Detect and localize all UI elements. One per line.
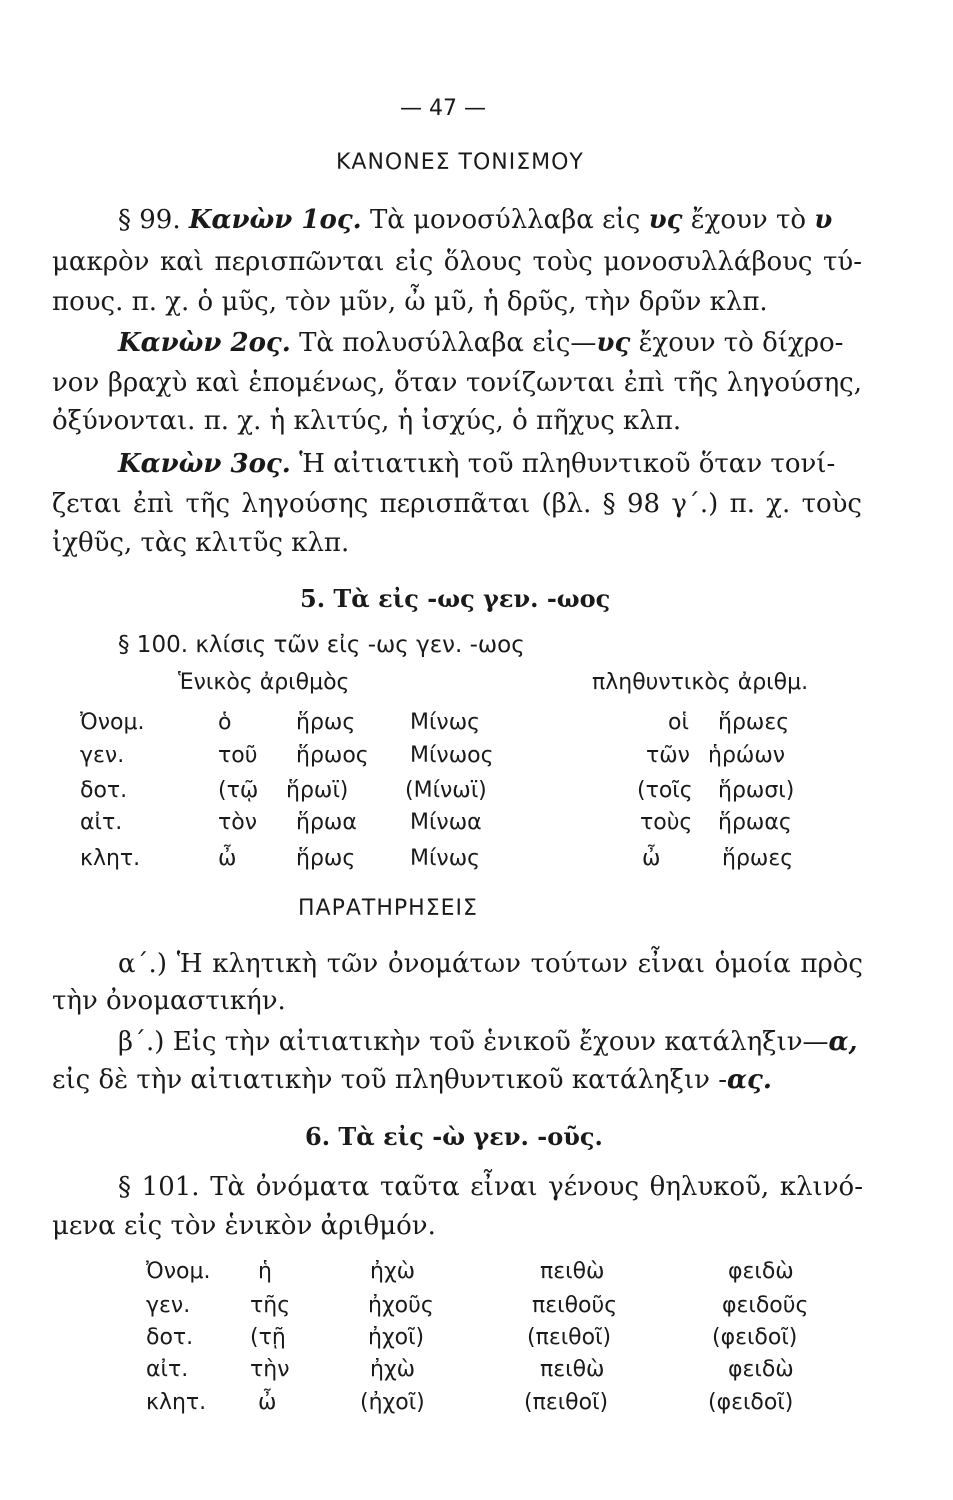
word-peitho: (πειθοῖ) <box>527 1325 612 1350</box>
rule2-line3: ὀξύνονται. π. χ. ἡ κλιτύς, ἡ ἰσχύς, ὁ πῆχυς κλπ. <box>52 406 682 436</box>
section-101-line2: μενα εἰς τὸν ἑνικὸν ἀριθμόν. <box>52 1211 436 1241</box>
remarks-heading: ΠΑΡΑΤΗΡΗΣΕΙΣ <box>298 896 478 921</box>
rule1-text-tail: ἔχουν τὸ <box>690 205 806 235</box>
rule1-label: Κανὼν 1ος. <box>188 205 362 235</box>
remark-b-ending: α, <box>828 1027 858 1057</box>
rule1-text: Τὰ μονοσύλλαβα εἰς <box>369 205 641 235</box>
word-heros: ἥρως <box>296 710 356 735</box>
plural-word: ἥρωας <box>718 810 792 835</box>
article: ὁ <box>218 710 232 735</box>
rule1-letter: υ <box>814 205 833 235</box>
word-feido: φειδοῦς <box>722 1293 809 1318</box>
article: ὦ <box>218 846 237 871</box>
word-peitho: πειθοῦς <box>532 1293 618 1318</box>
section-101-line1: § 101. Τὰ ὀνόματα ταῦτα εἶναι γένους θηλυκοῦ, κλινό- <box>118 1172 863 1202</box>
case-label: Ὀνομ. <box>146 1259 211 1284</box>
word-echo: ἠχὼ <box>370 1357 416 1382</box>
word-feido: φειδὼ <box>728 1357 794 1382</box>
section-99-label: § 99. <box>118 205 181 235</box>
plural-article: τῶν <box>646 743 690 768</box>
plural-word: ἡρώων <box>708 743 786 768</box>
subsection-5-heading: 5. Τὰ εἰς -ως γεν. -ωος <box>300 584 611 613</box>
rule1-line2: μακρὸν καὶ περισπῶνται εἰς ὅλους τοὺς μονοσυλλάβους τύ- <box>52 247 862 277</box>
rule2-ending: υς <box>596 328 631 358</box>
remark-b-ending2: ας. <box>727 1065 772 1095</box>
plural-article: οἱ <box>668 710 689 735</box>
rule2-line2: νον βραχὺ καὶ ἑπομένως, ὅταν τονίζωνται ἐπὶ τῆς ληγούσης, <box>52 368 862 398</box>
case-label: γεν. <box>80 743 125 768</box>
word-heros: ἥρωος <box>296 743 369 768</box>
remark-b-line2 <box>52 1063 772 1097</box>
word-minos: Μίνωος <box>410 743 494 768</box>
word-minos: (Μίνωϊ) <box>405 778 487 803</box>
article: τοῦ <box>218 743 258 768</box>
word-feido: φειδὼ <box>728 1259 794 1284</box>
rule3-text: Ἡ αἰτιατικὴ τοῦ πληθυντικοῦ ὅταν τονί- <box>299 449 836 479</box>
case-label: γεν. <box>146 1293 191 1318</box>
plural-word: ἥρωες <box>722 846 794 871</box>
plural-article: τοὺς <box>640 810 693 835</box>
rule1-line1 <box>118 203 832 237</box>
plural-article: ὦ <box>642 846 661 871</box>
rule2-line1 <box>118 326 843 360</box>
rule2-text: Τὰ πολυσύλλαβα εἰς— <box>299 328 597 358</box>
word-heros: ἥρως <box>296 846 356 871</box>
case-label: κλητ. <box>146 1390 207 1415</box>
word-echo: ἠχοῖ) <box>368 1325 425 1350</box>
article: ὦ <box>258 1390 277 1415</box>
plural-article: (τοῖς <box>637 778 693 803</box>
word-feido: (φειδοῖ) <box>708 1390 794 1415</box>
rule3-line2: ζεται ἐπὶ τῆς ληγούσης περισπᾶται (βλ. § 98 γ΄.) π. χ. τοὺς <box>52 489 862 519</box>
remark-b-text: β΄.) Εἰς τὴν αἰτιατικὴν τοῦ ἑνικοῦ ἔχουν κατάληξιν— <box>118 1027 829 1057</box>
singular-header: Ἑνικὸς ἀριθμὸς <box>178 670 350 695</box>
word-echo: ἠχὼ <box>370 1259 416 1284</box>
subsection-6-heading: 6. Τὰ εἰς -ὼ γεν. -οῦς. <box>305 1122 603 1151</box>
case-label: αἰτ. <box>80 810 123 835</box>
word-peitho: (πειθοῖ) <box>524 1390 609 1415</box>
page-number: — 47 — <box>400 96 486 121</box>
article: τὴν <box>250 1357 290 1382</box>
word-echo: ἠχοῦς <box>368 1293 434 1318</box>
word-heros: ἥρωϊ) <box>286 778 349 803</box>
word-echo: (ἠχοῖ) <box>360 1390 425 1415</box>
article: (τῇ <box>250 1325 286 1350</box>
article: (τῷ <box>218 778 259 803</box>
rule1-ending: υς <box>648 205 683 235</box>
rule3-line3: ἰχθῦς, τὰς κλιτῦς κλπ. <box>52 528 350 558</box>
rule2-label: Κανὼν 2ος. <box>118 328 291 358</box>
case-label: αἰτ. <box>146 1357 189 1382</box>
word-feido: (φειδοῖ) <box>712 1325 798 1350</box>
word-minos: Μίνως <box>410 846 481 871</box>
word-minos: Μίνως <box>410 710 481 735</box>
rule2-text-tail: ἔχουν τὸ δίχρο- <box>638 328 844 358</box>
section-heading: ΚΑΝΟΝΕΣ ΤΟΝΙΣΜΟΥ <box>336 150 584 175</box>
case-label: Ὀνομ. <box>80 710 145 735</box>
case-label: δοτ. <box>80 778 128 803</box>
remark-b-text2: εἰς δὲ τὴν αἰτιατικὴν τοῦ πληθυντικοῦ κατάληξιν - <box>52 1065 727 1095</box>
rule3-label: Κανὼν 3ος. <box>118 449 291 479</box>
remark-a-line1: α΄.) Ἡ κλητικὴ τῶν ὀνομάτων τούτων εἶναι ὁμοία πρὸς <box>118 949 863 979</box>
word-minos: Μίνωα <box>410 810 482 835</box>
remark-b-line1 <box>118 1025 858 1059</box>
article: τὸν <box>218 810 257 835</box>
rule1-line3: πους. π. χ. ὁ μῦς, τὸν μῦν, ὦ μῦ, ἡ δρῦς, τὴν δρῦν κλπ. <box>52 287 768 317</box>
word-peitho: πειθὼ <box>540 1357 605 1382</box>
article: τῆς <box>250 1293 291 1318</box>
section-100-line: § 100. κλίσις τῶν εἰς -ως γεν. -ωος <box>118 632 525 658</box>
plural-word: ἥρωσι) <box>718 778 795 803</box>
remark-a-line2: τὴν ὀνομαστικήν. <box>52 986 286 1016</box>
plural-header: πληθυντικὸς ἀριθμ. <box>592 670 809 695</box>
case-label: δοτ. <box>146 1325 194 1350</box>
word-peitho: πειθὼ <box>540 1259 605 1284</box>
case-label: κλητ. <box>80 846 141 871</box>
article: ἡ <box>258 1259 272 1284</box>
rule3-line1 <box>118 447 835 481</box>
plural-word: ἥρωες <box>718 710 790 735</box>
word-heros: ἥρωα <box>296 810 357 835</box>
